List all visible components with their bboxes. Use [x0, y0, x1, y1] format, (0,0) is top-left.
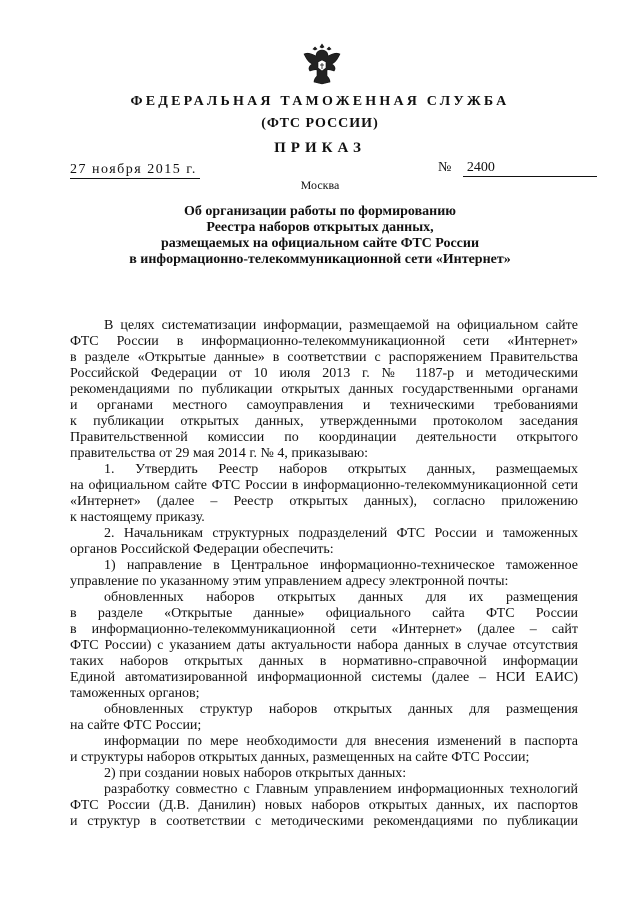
body-line: В целях систематизации информации, размещаемой на официальном сайте: [104, 318, 578, 333]
body-line: и структуры наборов открытых данных, размещенных на сайте ФТС России;: [70, 750, 530, 765]
title-line: размещаемых на официальном сайте ФТС России: [160, 236, 480, 251]
body-line: обновленных наборов открытых данных для их размещения: [104, 590, 578, 605]
body-line: на официальном сайте ФТС России в информационно-телекоммуникационной сети: [70, 478, 578, 493]
body-line: «Интернет» (далее – Реестр открытых данных), согласно приложению: [70, 494, 578, 509]
agency-name: ФЕДЕРАЛЬНАЯ ТАМОЖЕННАЯ СЛУЖБА: [130, 94, 510, 109]
body-line: Единой автоматизированной информационной системы (далее – НСИ ЕАИС): [70, 670, 578, 685]
body-line: 1) направление в Центральное информационно-техническое таможенное: [104, 558, 578, 573]
body-line: к настоящему приказу.: [70, 510, 205, 525]
order-date: 27 ноября 2015 г.: [70, 162, 200, 179]
title-line: Об организации работы по формированию: [184, 204, 456, 219]
body-line: рекомендациями по публикации открытых данных государственными органами: [70, 382, 578, 397]
body-line: таких наборов открытых данных в нормативно-справочной информации: [70, 654, 578, 669]
order-body: [70, 318, 578, 830]
document-type: ПРИКАЗ: [274, 140, 366, 156]
coat-of-arms-emblem: [302, 40, 342, 86]
body-line: Российской Федерации от 10 июля 2013 г. № 1187-р и методическими: [70, 366, 578, 381]
order-number-block: [438, 160, 597, 177]
body-line: на сайте ФТС России;: [70, 718, 202, 733]
title-line: в информационно-телекоммуникационной сети «Интернет»: [129, 252, 511, 267]
body-line: в информационно-телекоммуникационной сети «Интернет» (далее – сайт: [70, 622, 578, 637]
body-line: ФТС России в информационно-телекоммуникационной сети «Интернет»: [70, 334, 578, 349]
order-title: [60, 204, 580, 268]
body-line: Правительственной комиссии по координации деятельности открытого: [70, 430, 578, 445]
agency-abbreviation: (ФТС РОССИИ): [261, 116, 379, 131]
body-line: ФТС России (Д.В. Данилин) новых наборов открытых данных, их паспортов: [70, 798, 578, 813]
body-line: правительства от 29 мая 2014 г. № 4, приказываю:: [70, 446, 369, 461]
body-line: обновленных структур наборов открытых данных для размещения: [104, 702, 578, 717]
body-line: и структур в соответствии с методическими рекомендациями по публикации: [70, 814, 578, 829]
city: Москва: [300, 178, 340, 192]
body-line: информации по мере необходимости для внесения изменений в паспорта: [104, 734, 578, 749]
body-line: к публикации открытых данных, утвержденными протоколом заседания: [70, 414, 578, 429]
body-line: таможенных органов;: [70, 686, 200, 701]
body-line: разработку совместно с Главным управлением информационных технологий: [104, 782, 578, 797]
body-line: 2. Начальникам структурных подразделений ФТС России и таможенных: [104, 526, 578, 541]
body-line: 2) при создании новых наборов открытых данных:: [104, 766, 407, 781]
body-line: управление по указанному этим управлением адресу электронной почты:: [70, 574, 509, 589]
order-number: 2400: [463, 160, 597, 177]
title-line: Реестра наборов открытых данных,: [206, 220, 434, 235]
number-sign: №: [438, 160, 452, 175]
body-line: и органами местного самоуправления и техническими требованиями: [70, 398, 578, 413]
body-line: 1. Утвердить Реестр наборов открытых данных, размещаемых: [104, 462, 578, 477]
body-line: органов Российской Федерации обеспечить:: [70, 542, 334, 557]
body-line: в разделе «Открытые данные» официального сайта ФТС России: [70, 606, 578, 621]
body-line: в разделе «Открытые данные» в соответствии с распоряжением Правительства: [70, 350, 578, 365]
body-line: ФТС России) с указанием даты актуальности набора данных в случае отсутствия: [70, 638, 578, 653]
